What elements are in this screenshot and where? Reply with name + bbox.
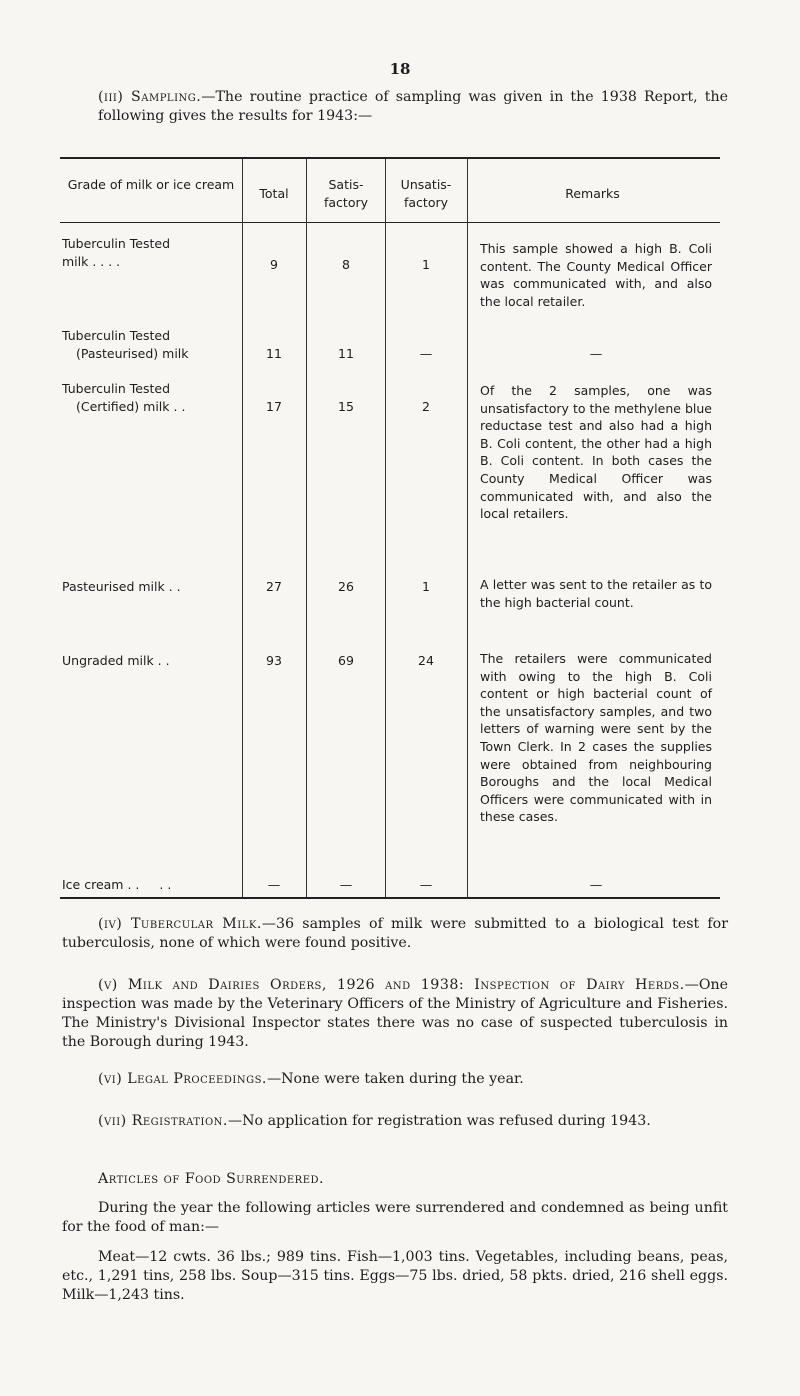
cell-unsatisfactory: —: [419, 877, 433, 892]
tubercular-milk-paragraph: [62, 915, 728, 953]
milk-dairies-heading: (v) Milk and Dairies Orders, 1926 and 1938: Inspection of Dairy Herds.: [98, 977, 685, 993]
table-bottom-rule: [60, 897, 720, 899]
column-divider: [467, 159, 468, 897]
table-top-rule: [60, 157, 720, 159]
milk-dairies-text: —One inspection was made by the Veterinary Officers of the Ministry of Agriculture and Fisheries. The Ministry's Divisional Inspector states there was no case of suspected tuberculosis in the Borough during 1943.: [62, 977, 728, 1050]
column-divider: [242, 159, 243, 897]
grade-line: milk . . . .: [62, 253, 121, 269]
cell-unsatisfactory: 24: [418, 653, 434, 668]
cell-unsatisfactory: 2: [422, 399, 430, 414]
cell-total: 11: [266, 346, 282, 361]
cell-remarks: —: [589, 877, 603, 892]
grade-line: (Certified) milk . .: [76, 398, 186, 414]
cell-unsatisfactory: —: [419, 346, 433, 361]
header-remarks: Remarks: [565, 186, 620, 201]
column-divider: [385, 159, 386, 897]
header-satisfactory: Satis- factory: [323, 177, 369, 210]
grade-line: Tuberculin Tested: [62, 381, 171, 396]
legal-heading: (vi) Legal Proceedings.: [98, 1071, 267, 1087]
tubercular-milk-heading: (iv) Tubercular Milk.: [98, 916, 262, 932]
cell-satisfactory: 26: [338, 579, 354, 594]
header-total: Total: [259, 186, 289, 201]
sampling-paragraph: [98, 88, 728, 126]
cell-unsatisfactory: 1: [422, 579, 430, 594]
cell-satisfactory: —: [339, 877, 353, 892]
cell-satisfactory: 11: [338, 346, 354, 361]
cell-total: —: [267, 877, 281, 892]
table-row-grade: Ungraded milk . .: [62, 653, 170, 668]
cell-total: 93: [266, 653, 282, 668]
grade-line: . .: [159, 877, 172, 892]
registration-text: —No application for registration was refused during 1943.: [227, 1113, 651, 1129]
legal-text: —None were taken during the year.: [266, 1071, 524, 1087]
cell-remarks: This sample showed a high B. Coli content. The County Medical Officer was communicated with, and also the local retailer.: [480, 241, 712, 309]
registration-paragraph: [62, 1112, 728, 1131]
cell-unsatisfactory: 1: [422, 257, 430, 272]
sampling-text: —The routine practice of sampling was given in the 1938 Report, the following gives the results for 1943:—: [98, 89, 729, 124]
cell-satisfactory: 15: [338, 399, 354, 414]
sampling-heading: (iii) Sampling.: [98, 89, 202, 105]
milk-dairies-paragraph: [62, 976, 728, 1052]
table-row-grade: [62, 235, 240, 270]
header-grade: Grade of milk or ice cream: [67, 177, 235, 192]
grade-line: Ice cream . .: [62, 877, 140, 892]
cell-total: 27: [266, 579, 282, 594]
grade-line: Tuberculin Tested: [62, 328, 171, 343]
food-surrendered-list: Meat—12 cwts. 36 lbs.; 989 tins. Fish—1,003 tins. Vegetables, including beans, peas, etc., 1,291 tins, 258 lbs. Soup—315 tins. Eggs—75 lbs. dried, 58 pkts. dried, 216 shell eggs. Milk—1,243 tins.: [62, 1249, 728, 1303]
cell-total: 17: [266, 399, 282, 414]
column-divider: [306, 159, 307, 897]
tubercular-milk-text: —36 samples of milk were submitted to a biological test for tuberculosis, none of which were found positive.: [62, 916, 728, 951]
cell-total: 9: [270, 257, 278, 272]
table-header-rule: [60, 222, 720, 223]
cell-remarks: —: [589, 346, 603, 361]
food-surrendered-heading: Articles of Food Surrendered.: [98, 1171, 325, 1187]
header-unsatisfactory: Unsatis- factory: [400, 177, 452, 210]
cell-satisfactory: 69: [338, 653, 354, 668]
table-row-grade: [62, 380, 240, 415]
table-row-grade: [62, 876, 240, 894]
legal-paragraph: [62, 1070, 728, 1089]
cell-remarks: A letter was sent to the retailer as to the high bacterial count.: [480, 577, 712, 610]
food-surrendered-intro: During the year the following articles were surrendered and condemned as being unfit for the food of man:—: [62, 1200, 728, 1235]
grade-line: Tuberculin Tested: [62, 236, 171, 251]
table-row-grade: Pasteurised milk . .: [62, 579, 181, 594]
grade-line: (Pasteurised) milk: [76, 345, 189, 361]
table-row-grade: [62, 327, 240, 362]
page-number: 18: [389, 60, 411, 78]
registration-heading: (vii) Registration.: [98, 1113, 228, 1129]
cell-satisfactory: 8: [342, 257, 350, 272]
cell-remarks: The retailers were communicated with owing to the high B. Coli content or high bacterial count of the unsatisfactory samples, and two letters of warning were sent by the Town Clerk. In 2 cases the supplies were obtained from neighbouring Boroughs and the local Medical Officers were communicated with in these cases.: [480, 651, 712, 825]
cell-remarks: Of the 2 samples, one was unsatisfactory to the methylene blue reductase test and also had a high B. Coli content, the other had a high B. Coli content. In both cases the County Medical Officer was communicated with, and also the local retailers.: [480, 383, 712, 522]
